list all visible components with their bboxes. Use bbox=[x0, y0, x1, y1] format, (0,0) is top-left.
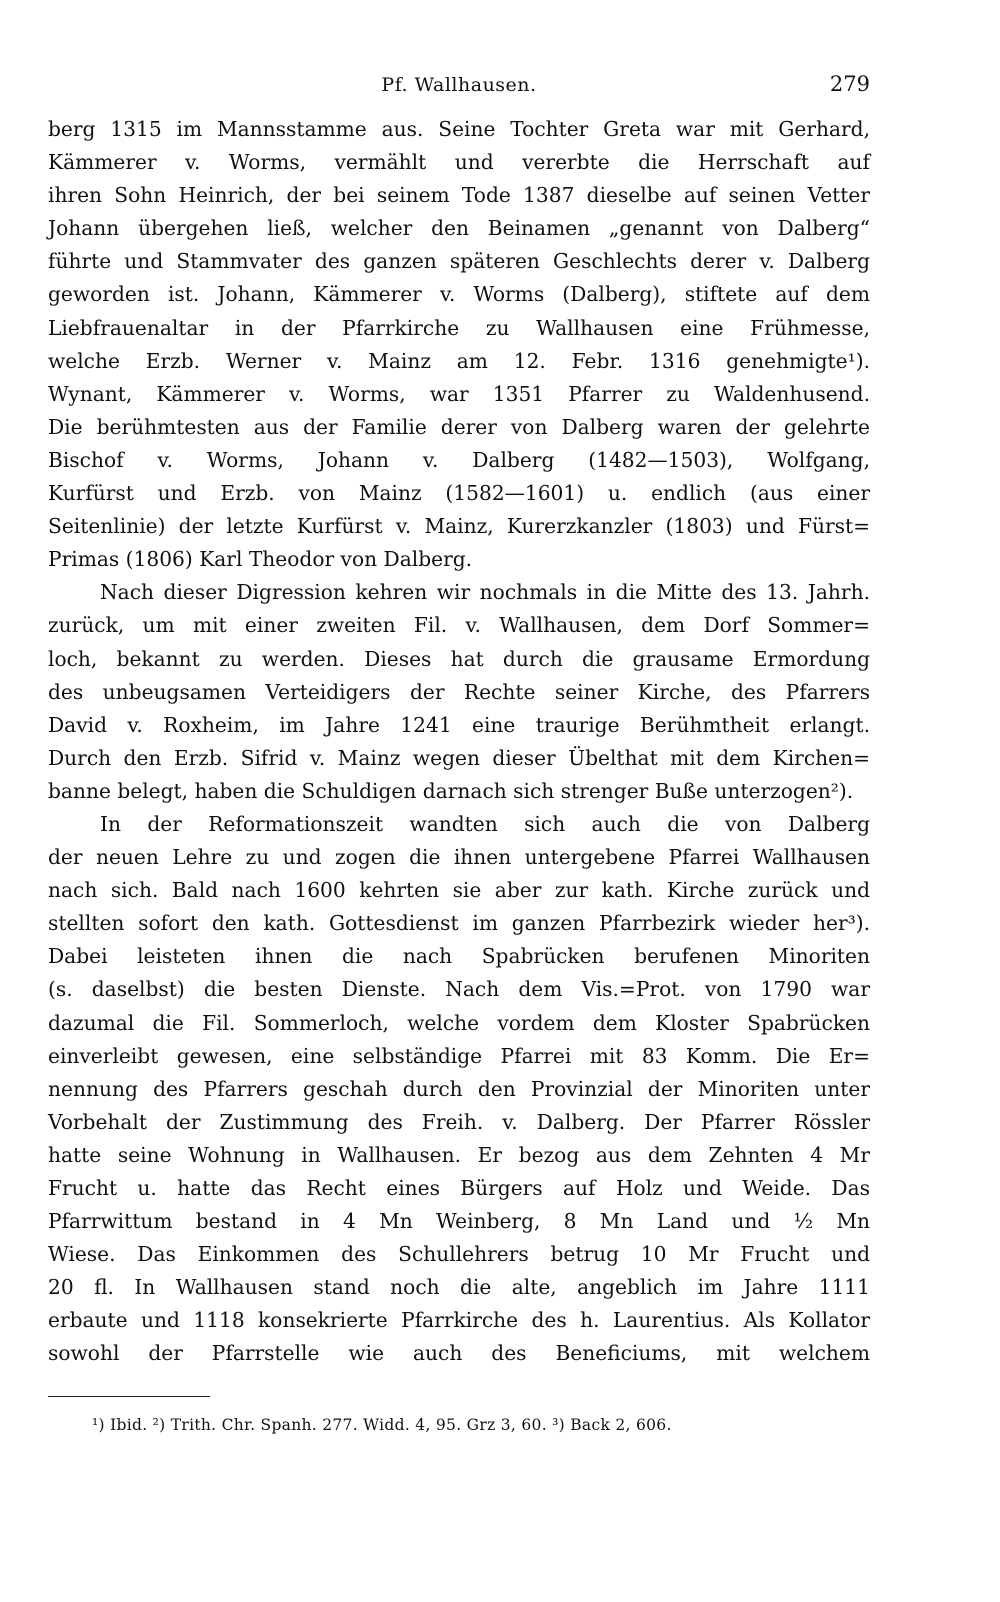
text-line: Wiese. Das Einkommen des Schullehrers betrug 10 Mr Frucht und bbox=[48, 1242, 870, 1267]
text-line: erbaute und 1118 konsekrierte Pfarrkirche des h. Laurentius. Als Kollator bbox=[48, 1308, 870, 1333]
text-line: Durch den Erzb. Sifrid v. Mainz wegen dieser Übelthat mit dem Kirchen= bbox=[48, 745, 870, 770]
text-line: banne belegt, haben die Schuldigen darnach sich strenger Buße unterzogen²). bbox=[48, 778, 854, 803]
text-line: Primas (1806) Karl Theodor von Dalberg. bbox=[48, 547, 473, 572]
text-line: nach sich. Bald nach 1600 kehrten sie aber zur kath. Kirche zurück und bbox=[48, 878, 870, 903]
text-line: stellten sofort den kath. Gottesdienst im ganzen Pfarrbezirk wieder her³). bbox=[48, 911, 870, 936]
text-line: Pfarrwittum bestand in 4 Mn Weinberg, 8 Mn Land und ½ Mn bbox=[48, 1209, 870, 1234]
footnotes: ¹) Ibid. ²) Trith. Chr. Spanh. 277. Widd. 4, 95. Grz 3, 60. ³) Back 2, 606. bbox=[92, 1416, 672, 1434]
text-line: Frucht u. hatte das Recht eines Bürgers auf Holz und Weide. Das bbox=[48, 1176, 870, 1200]
page-header bbox=[48, 66, 870, 106]
text-line: Liebfrauenaltar in der Pfarrkirche zu Wallhausen eine Frühmesse, bbox=[48, 315, 870, 340]
text-line: Kämmerer v. Worms, vermählt und vererbte die Herrschaft auf bbox=[48, 150, 870, 175]
text-line: Dabei leisteten ihnen die nach Spabrücken berufenen Minoriten bbox=[48, 944, 870, 969]
text-line: sowohl der Pfarrstelle wie auch des Beneficiums, mit welchem bbox=[48, 1341, 870, 1366]
text-line: Johann übergehen ließ, welcher den Beinamen „genannt von Dalberg“ bbox=[48, 216, 870, 241]
text-line: In der Reformationszeit wandten sich auch die von Dalberg bbox=[100, 811, 870, 836]
text-line: welche Erzb. Werner v. Mainz am 12. Febr. 1316 genehmigte¹). bbox=[48, 348, 870, 373]
text-line: der neuen Lehre zu und zogen die ihnen untergebene Pfarrei Wallhausen bbox=[48, 845, 870, 870]
text-line: 20 fl. In Wallhausen stand noch die alte, angeblich im Jahre 1111 bbox=[48, 1275, 870, 1300]
running-title: Pf. Wallhausen. bbox=[381, 74, 537, 96]
text-line: Bischof v. Worms, Johann v. Dalberg (1482—1503), Wolfgang, bbox=[48, 447, 870, 472]
text-line: Vorbehalt der Zustimmung des Freih. v. Dalberg. Der Pfarrer Rössler bbox=[48, 1109, 870, 1134]
text-line: führte und Stammvater des ganzen späteren Geschlechts derer v. Dalberg bbox=[48, 249, 870, 274]
text-line: geworden ist. Johann, Kämmerer v. Worms (Dalberg), stiftete auf dem bbox=[48, 282, 870, 307]
page-number: 279 bbox=[829, 72, 870, 96]
text-line: dazumal die Fil. Sommerloch, welche vordem dem Kloster Spabrücken bbox=[48, 1010, 870, 1035]
text-line: hatte seine Wohnung in Wallhausen. Er bezog aus dem Zehnten 4 Mr bbox=[48, 1142, 870, 1167]
footnote-divider bbox=[48, 1396, 210, 1397]
text-line: loch, bekannt zu werden. Dieses hat durch die grausame Ermordung bbox=[48, 646, 870, 671]
text-line: Die berühmtesten aus der Familie derer von Dalberg waren der gelehrte bbox=[48, 414, 870, 439]
text-line: Seitenlinie) der letzte Kurfürst v. Mainz, Kurerzkanzler (1803) und Fürst= bbox=[48, 514, 870, 539]
text-line: des unbeugsamen Verteidigers der Rechte seiner Kirche, des Pfarrers bbox=[48, 679, 870, 704]
text-line: einverleibt gewesen, eine selbständige Pfarrei mit 83 Komm. Die Er= bbox=[48, 1043, 870, 1068]
text-line: (s. daselbst) die besten Dienste. Nach dem Vis.=Prot. von 1790 war bbox=[48, 977, 870, 1002]
text-line: nennung des Pfarrers geschah durch den Provinzial der Minoriten unter bbox=[48, 1076, 870, 1101]
text-line: Nach dieser Digression kehren wir nochmals in die Mitte des 13. Jahrh. bbox=[100, 580, 870, 605]
text-line: Kurfürst und Erzb. von Mainz (1582—1601) u. endlich (aus einer bbox=[48, 481, 870, 506]
text-line: zurück, um mit einer zweiten Fil. v. Wallhausen, dem Dorf Sommer= bbox=[48, 613, 870, 638]
text-line: Wynant, Kämmerer v. Worms, war 1351 Pfarrer zu Waldenhusend. bbox=[48, 381, 870, 406]
body-text bbox=[48, 113, 870, 1371]
text-line: David v. Roxheim, im Jahre 1241 eine traurige Berühmtheit erlangt. bbox=[48, 712, 870, 737]
text-line: berg 1315 im Mannsstamme aus. Seine Tochter Greta war mit Gerhard, bbox=[48, 117, 870, 141]
text-line: ihren Sohn Heinrich, der bei seinem Tode 1387 dieselbe auf seinen Vetter bbox=[48, 183, 870, 208]
